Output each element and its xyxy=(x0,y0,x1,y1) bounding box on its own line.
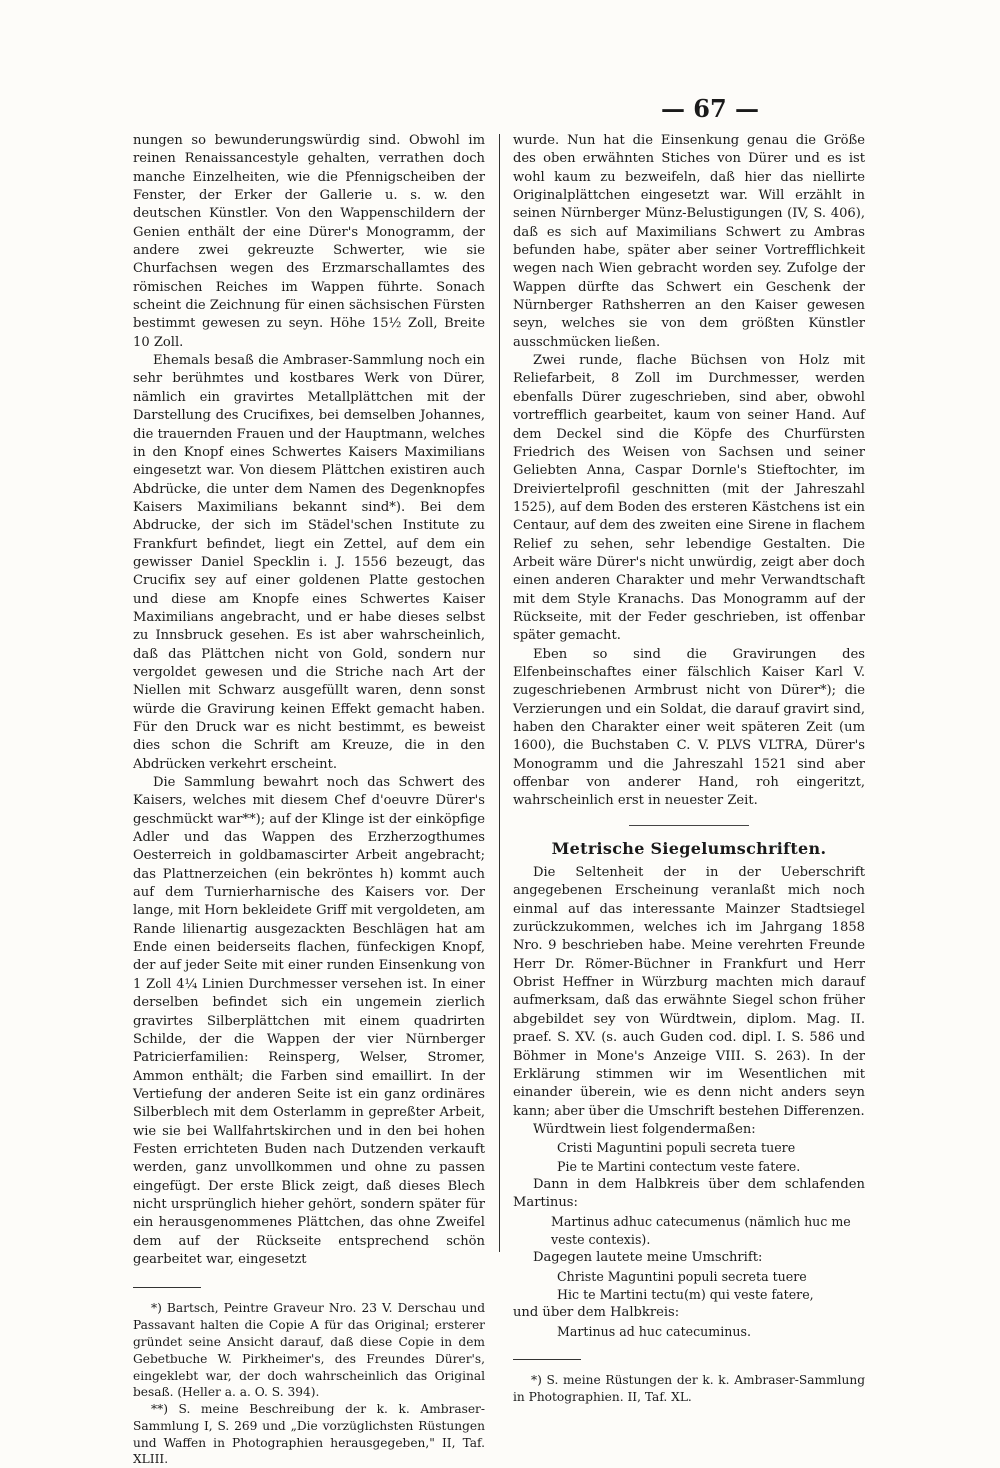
paragraph: nungen so bewunderungswürdig sind. Obwohl im reinen Renaissancestyle gehalten, verrathen doch manche Einzelheiten, wie die Pfennigscheiben der Fenster, der Erker der Gallerie u. s. w. den deutschen Künstler. Von den Wappenschildern der Genien enthält der eine Dürer's Monogramm, der andere zwei gekreuzte Schwerter, wie sie Churfachsen wegen des Erzmarschallamtes des römischen Reiches im Wappen führte. Sonach scheint die Zeichnung für einen sächsischen Fürsten bestimmt gewesen zu seyn. Höhe 15½ Zoll, Breite 10 Zoll. xyxy=(133,133,485,350)
paragraph: Die Seltenheit der in der Ueberschrift angegebenen Erscheinung veranlaßt mich noch einmal auf das interessante Mainzer Stadtsiegel zurückzukommen, welches ich im Jahrgang 1858 Nro. 9 beschrieben habe. Meine verehrten Freunde Herr Dr. Römer-Büchner in Frankfurt und Herr Obrist Heffner in Würzburg machten mich darauf aufmerksam, daß das erwähnte Siegel schon früher abgebildet sey von Würdtwein, diplom. Mag. II. praef. S. XV. (s. auch Guden cod. dipl. I. S. 586 und Böhmer in Mone's Anzeige VIII. S. 263). In der Erklärung stimmen wir im Wesentlichen mit einander überein, wie es denn nicht anders seyn kann; aber über die Umschrift bestehen Differenzen. xyxy=(513,865,865,1119)
page-number-text: — 67 — xyxy=(660,94,760,123)
half-circle-note: Dann in dem Halbkreis über dem schlafenden Martinus: xyxy=(513,1176,865,1211)
footnote: **) S. meine Beschreibung der k. k. Ambraser-Sammlung I, S. 269 und „Die vorzüglichsten Rüstungen und Waffen in Photographien herausgegeben," II, Taf. XLIII. xyxy=(133,1402,485,1467)
footnotes xyxy=(513,1372,865,1406)
verse-line: Cristi Maguntini populi secreta tuere xyxy=(557,1140,796,1156)
left-column xyxy=(133,132,485,1468)
footnote-rule xyxy=(513,1359,581,1360)
verse-line: Christe Maguntini populi secreta tuere xyxy=(557,1268,807,1284)
column-divider xyxy=(499,134,500,1252)
footnote: *) Bartsch, Peintre Graveur Nro. 23 V. Derschau und Passavant halten die Copie A für das Original; ersterer gründet seine Ansicht darauf, daß diese Copie in dem Gebetbuche W. Pirkheimer's, des Freundes Dürer's, eingeklebt war, der doch wahrscheinlich das Original besaß. (Heller a. a. O. S. 394). xyxy=(133,1301,485,1400)
footnote: *) S. meine Rüstungen der k. k. Ambraser-Sammlung in Photographien. II, Taf. XL. xyxy=(513,1373,865,1404)
paragraph: Ehemals besaß die Ambraser-Sammlung noch ein sehr berühmtes und kostbares Werk von Dürer, nämlich ein gravirtes Metallplättchen mit der Darstellung des Crucifixes, bei demselben Johannes, die trauernden Frauen und der Hauptmann, welches in den Knopf eines Schwertes Kaisers Maximilians eingesetzt war. Von diesem Plättchen existiren auch Abdrücke, die unter dem Namen des Degenknopfes Kaisers Maximilians bekannt sind*). Bei dem Abdrucke, der sich im Städel'schen Institute zu Frankfurt befindet, liegt ein Zettel, auf dem ein gewisser Daniel Specklin i. J. 1556 bezeugt, das Crucifix sey auf einer goldenen Platte gestochen und diese am Knopfe eines Schwertes Kaiser Maximilians angebracht, und er habe dieses selbst zu Innsbruck gesehen. Es ist aber wahrscheinlich, daß das Plättchen nicht von Gold, sondern nur vergoldet gewesen und die Striche nach Art der Niellen mit Schwarz ausgefüllt waren, denn sonst würde die Gravirung keinen Effekt gemacht haben. Für den Druck war es nicht bestimmt, es beweist dies schon die Schrift am Kreuze, die in den Abdrücken verkehrt erscheint. xyxy=(133,353,485,772)
section-separator xyxy=(629,825,749,826)
verse-line: Martinus ad huc catecuminus. xyxy=(557,1323,751,1339)
verse-line: Pie te Martini contectum veste fatere. xyxy=(557,1158,801,1174)
verse-line: Hic te Martini tectu(m) qui veste fatere, xyxy=(557,1286,814,1302)
mine-label: Dagegen lautete meine Umschrift: xyxy=(533,1250,763,1266)
paragraph: wurde. Nun hat die Einsenkung genau die Größe des oben erwähnten Stiches von Dürer und es ist wohl kaum zu bezweifeln, daß hier das niellirte Originalplättchen eingesetzt war. Will erzählt in seinen Nürnberger Münz-Belustigungen (IV, S. 406), daß es sich auf Maximilians Schwert zu Ambras befunden habe, später aber seiner Vortrefflichkeit wegen nach Wien gebracht worden sey. Zufolge der Wappen dürfte das Schwert ein Geschenk der Nürnberger Rathsherren an den Kaiser gewesen seyn, welches sie von dem größten Künstler ausschmücken ließen. xyxy=(513,133,865,350)
section-heading: Metrische Siegelumschriften. xyxy=(551,838,827,858)
reads-label: Würdtwein liest folgendermaßen: xyxy=(533,1121,756,1137)
page-number xyxy=(0,94,1000,123)
verse-line: Martinus adhuc catecumenus (nämlich huc me veste contexis). xyxy=(551,1213,851,1247)
paragraph: Zwei runde, flache Büchsen von Holz mit Reliefarbeit, 8 Zoll im Durchmesser, werden ebenfalls Dürer zugeschrieben, sind aber, obwohl vortrefflich gearbeitet, kaum von seiner Hand. Auf dem Deckel sind die Köpfe des Churfürsten Friedrich des Weisen von Sachsen und seiner Geliebten Anna, Caspar Dornle's Stieftochter, im Dreiviertelprofil geschnitten (mit der Jahreszahl 1525), auf dem Boden des ersteren Kästchens ist ein Centaur, auf dem des zweiten eine Sirene in flachem Relief zu sehen, sehr lebendige Gestalten. Die Arbeit wäre Dürer's nicht unwürdig, zeigt aber doch einen anderen Charakter und mehr Verwandtschaft mit dem Style Kranachs. Das Monogramm auf der Rückseite, mit der Feder geschrieben, ist offenbar später gemacht. xyxy=(513,353,865,644)
right-column xyxy=(513,132,865,1406)
footnotes xyxy=(133,1300,485,1468)
footnote-rule xyxy=(133,1287,201,1288)
paragraph: Eben so sind die Gravirungen des Elfenbeinschaftes einer fälschlich Kaiser Karl V. zugeschriebenen Armbrust nicht von Dürer*); die Verzierungen und ein Soldat, die darauf gravirt sind, haben den Charakter einer weit späteren Zeit (um 1600), die Buchstaben C. V. PLVS VLTRA, Dürer's Monogramm und die Jahreszahl 1521 sind aber offenbar von anderer Hand, roh eingeritzt, wahrscheinlich erst in neuester Zeit. xyxy=(513,646,865,809)
paragraph: Die Sammlung bewahrt noch das Schwert des Kaisers, welches mit diesem Chef d'oeuvre Dürer's geschmückt war**); auf der Klinge ist der einköpfige Adler und das Wappen des Erzherzogthumes Oesterreich in goldbamascirter Arbeit angebracht; das Plattnerzeichen (ein bekröntes h) kommt auch auf dem Turnierharnische des Kaisers vor. Der lange, mit Horn bekleidete Griff mit vergoldeten, am Rande lilienartig ausgezackten Beschlägen hat am Ende einen beiderseits flachen, fünfeckigen Knopf, der auf jeder Seite mit einer runden Einsenkung von 1 Zoll 4¼ Linien Durchmesser versehen ist. In einer derselben befindet sich ein ungemein zierlich gravirtes Silberplättchen mit einem quadrirten Schilde, der die Wappen der vier Nürnberger Patricierfamilien: Reinsperg, Welser, Stromer, Ammon enthält; die Farben sind emaillirt. In der Vertiefung der anderen Seite ist ein ganz ordinäres Silberblech mit dem Osterlamm in gepreßter Arbeit, wie sie bei Wallfahrtskirchen und in den bei hohen Festen errichteten Buden nach Dutzenden verkauft werden, ganz unvollkommen und ohne zu passen eingefügt. Der erste Blick zeigt, daß dieses Blech nicht ursprünglich hieher gehört, sondern später für ein herausgenommenes Plättchen, das ohne Zweifel dem auf der Rückseite entsprechend schön gearbeitet war, eingesetzt xyxy=(133,775,485,1267)
half-circle-note: und über dem Halbkreis: xyxy=(513,1305,680,1321)
